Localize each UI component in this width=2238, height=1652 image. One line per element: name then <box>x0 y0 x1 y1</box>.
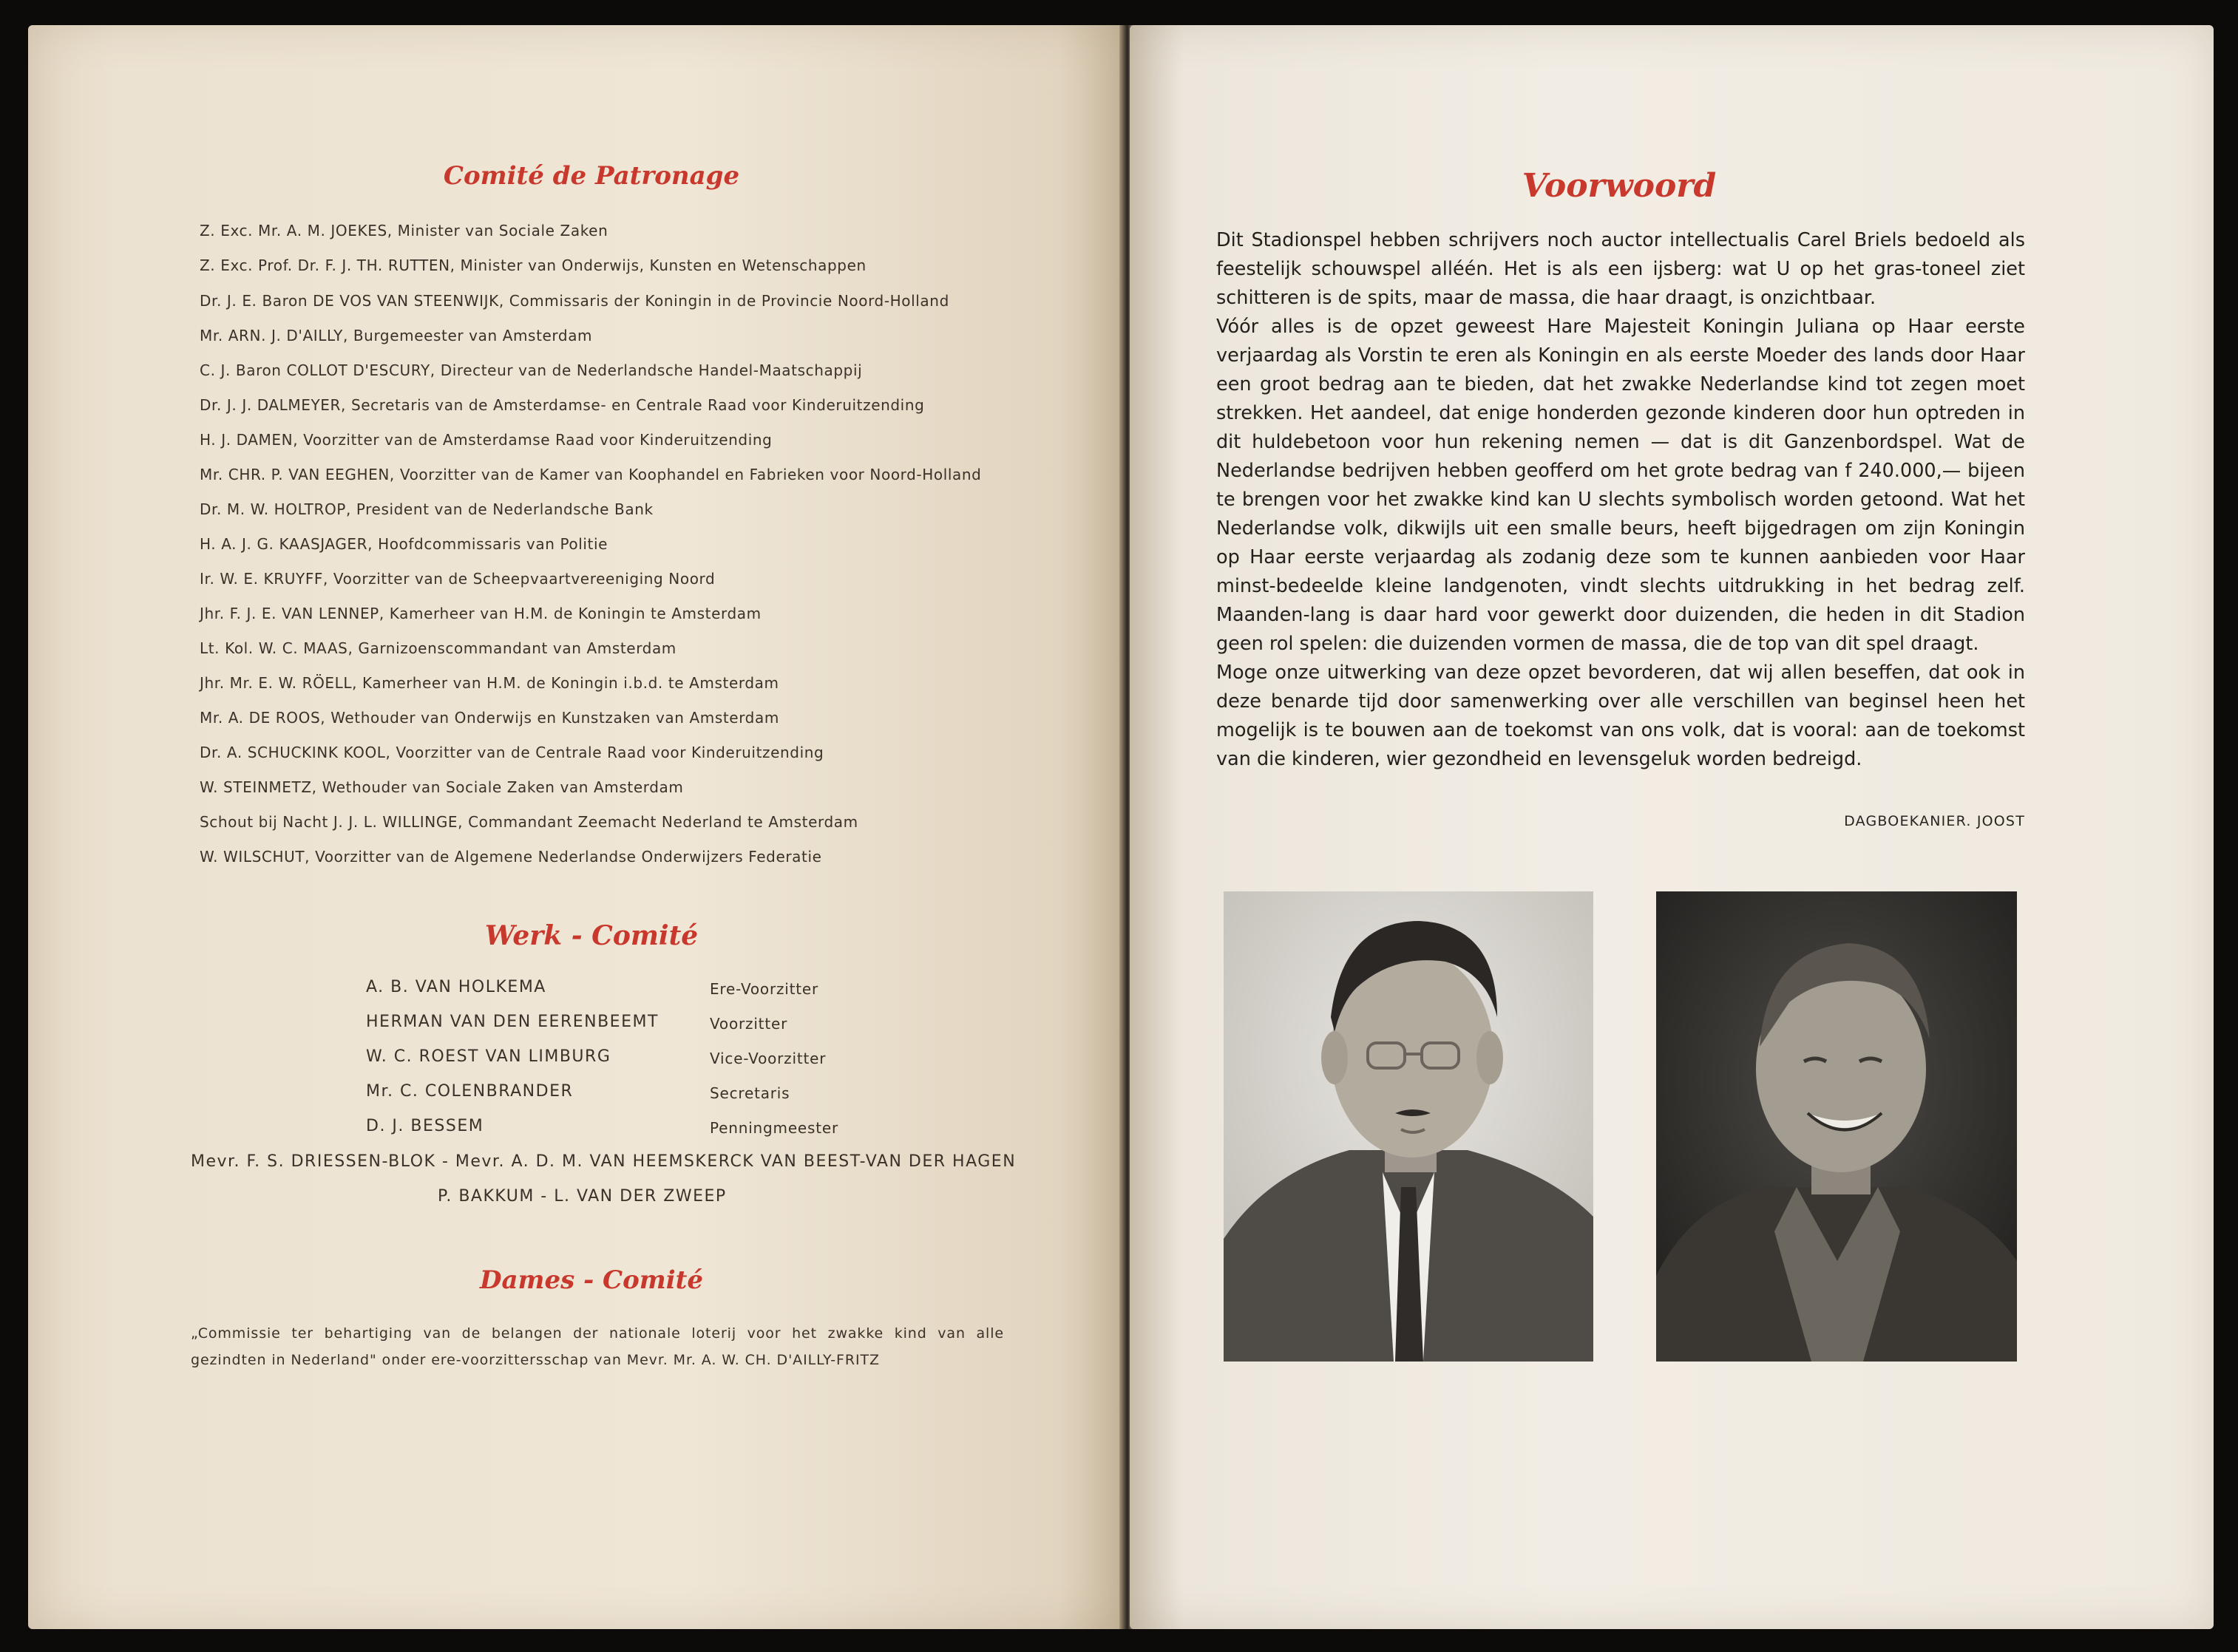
portrait-illustration <box>1224 891 1593 1362</box>
werk-comite-role: Vice-Voorzitter <box>710 1050 827 1067</box>
patronage-member: Dr. J. J. DALMEYER, Secretaris van de Amsterdamse- en Centrale Raad voor Kinderuitzending <box>200 396 925 414</box>
werk-comite-role: Penningmeester <box>710 1119 839 1137</box>
portrait-photo-author <box>1224 891 1593 1362</box>
patronage-title: Comité de Patronage <box>443 161 740 191</box>
werk-comite-role: Secretaris <box>710 1084 790 1102</box>
werk-comite-extra-members: Mevr. F. S. DRIESSEN-BLOK - Mevr. A. D. M. VAN HEEMSKERCK VAN BEEST-VAN DER HAGEN <box>191 1152 1017 1171</box>
patronage-member: Dr. M. W. HOLTROP, President van de Nederlandsche Bank <box>200 500 654 518</box>
patronage-member: Z. Exc. Prof. Dr. F. J. TH. RUTTEN, Minister van Onderwijs, Kunsten en Wetenschappen <box>200 256 867 274</box>
patronage-member: Ir. W. E. KRUYFF, Voorzitter van de Scheepvaartvereeniging Noord <box>200 570 716 588</box>
patronage-member: Mr. ARN. J. D'AILLY, Burgemeester van Amsterdam <box>200 327 593 344</box>
werk-comite-role: Voorzitter <box>710 1015 788 1033</box>
patronage-member: Mr. A. DE ROOS, Wethouder van Onderwijs en Kunstzaken van Amsterdam <box>200 709 779 727</box>
foreword-paragraph: Vóór alles is de opzet geweest Hare Majesteit Koningin Juliana op Haar eerste verjaardag als Vorstin te eren als Koningin en als eerste Moeder des lands door Haar een groot bedrag aan te bieden, dat het zwakke Nederlandse kind tot zegen moet strekken. Het aandeel, dat enige honderden gezonde kinderen door hun optreden in dit huldebetoon voor hun rekening nemen — dat is dit Ganzenbordspel. Wat de Nederlandse bedrijven hebben geofferd om het grote bedrag van f 240.000,— bijeen te brengen voor het zwakke kind kan U slechts symbolisch worden getoond. Wat het Nederlandse volk, dikwijls uit een smalle beurs, heeft bijgedragen om zijn Koningin op Haar eerste verjaardag als zodanig deze som te kunnen aanbieden voor Haar minst-bedeelde kleine landgenoten, vindt slechts uitdrukking in het bedrag zelf. Maanden-lang is daar hard voor gewerkt door duizenden, die heden in dit Stadion geen rol spelen: die duizenden vormen de massa, die de top van dit spel draagt. <box>1216 316 2025 655</box>
werk-comite-name: W. C. ROEST VAN LIMBURG <box>366 1047 611 1066</box>
patronage-member: Mr. CHR. P. VAN EEGHEN, Voorzitter van de Kamer van Koophandel en Fabrieken voor Noord-Holland <box>200 466 982 483</box>
patronage-member: W. STEINMETZ, Wethouder van Sociale Zaken van Amsterdam <box>200 778 684 796</box>
patronage-member: Dr. A. SCHUCKINK KOOL, Voorzitter van de Centrale Raad voor Kinderuitzending <box>200 744 824 761</box>
patronage-member: Jhr. Mr. E. W. RÖELL, Kamerheer van H.M. de Koningin i.b.d. te Amsterdam <box>200 674 779 692</box>
patronage-member: Lt. Kol. W. C. MAAS, Garnizoenscommandant van Amsterdam <box>200 639 677 657</box>
foreword-body <box>1216 226 2025 774</box>
foreword-signature: DAGBOEKANIER. JOOST <box>1844 813 2025 829</box>
werk-comite-role: Ere-Voorzitter <box>710 980 819 998</box>
dames-comite-text: „Commissie ter behartiging van de belangen der nationale loterij voor het zwakke kind van alle gezindten in Nederland" onder ere-voorzittersschap van Mevr. Mr. A. W. CH. D'AILLY-FRITZ <box>191 1325 1004 1368</box>
portrait-illustration <box>1656 891 2017 1362</box>
werk-comite-extra-members: P. BAKKUM - L. VAN DER ZWEEP <box>438 1187 727 1206</box>
patronage-member: Schout bij Nacht J. J. L. WILLINGE, Commandant Zeemacht Nederland te Amsterdam <box>200 813 858 831</box>
patronage-member: H. A. J. G. KAASJAGER, Hoofdcommissaris van Politie <box>200 535 608 553</box>
portrait-photo-illustrator <box>1656 891 2017 1362</box>
werk-comite-name: D. J. BESSEM <box>366 1117 484 1135</box>
patronage-member: C. J. Baron COLLOT D'ESCURY, Directeur van de Nederlandsche Handel-Maatschappij <box>200 361 863 379</box>
patronage-member: Dr. J. E. Baron DE VOS VAN STEENWIJK, Commissaris der Koningin in de Provincie Noord-Holland <box>200 292 949 310</box>
foreword-title: Voorwoord <box>1522 167 1717 205</box>
werk-comite-name: A. B. VAN HOLKEMA <box>366 978 546 996</box>
werk-comite-title: Werk - Comité <box>484 920 699 951</box>
foreword-paragraph: Moge onze uitwerking van deze opzet bevorderen, dat wij allen beseffen, dat ook in deze benarde tijd door samenwerking over alle verschillen van beginsel heen het mogelijk is te bouwen aan de toekomst van ons volk, dat is vooral: aan de toekomst van die kinderen, wier gezondheid en levensgeluk worden bedreigd. <box>1216 662 2025 770</box>
werk-comite-name: HERMAN VAN DEN EERENBEEMT <box>366 1013 659 1031</box>
patronage-member: H. J. DAMEN, Voorzitter van de Amsterdamse Raad voor Kinderuitzending <box>200 431 773 449</box>
patronage-member: Jhr. F. J. E. VAN LENNEP, Kamerheer van H.M. de Koningin te Amsterdam <box>200 605 762 622</box>
foreword-paragraph: Dit Stadionspel hebben schrijvers noch auctor intellectualis Carel Briels bedoeld als feestelijk schouwspel alléén. Het is als een ijsberg: wat U op het gras-toneel ziet schitteren is de spits, maar de massa, die haar draagt, is onzichtbaar. <box>1216 229 2025 309</box>
werk-comite-name: Mr. C. COLENBRANDER <box>366 1082 574 1101</box>
patronage-member: Z. Exc. Mr. A. M. JOEKES, Minister van Sociale Zaken <box>200 222 608 239</box>
patronage-member: W. WILSCHUT, Voorzitter van de Algemene Nederlandse Onderwijzers Federatie <box>200 848 822 866</box>
dames-comite-title: Dames - Comité <box>479 1265 703 1295</box>
